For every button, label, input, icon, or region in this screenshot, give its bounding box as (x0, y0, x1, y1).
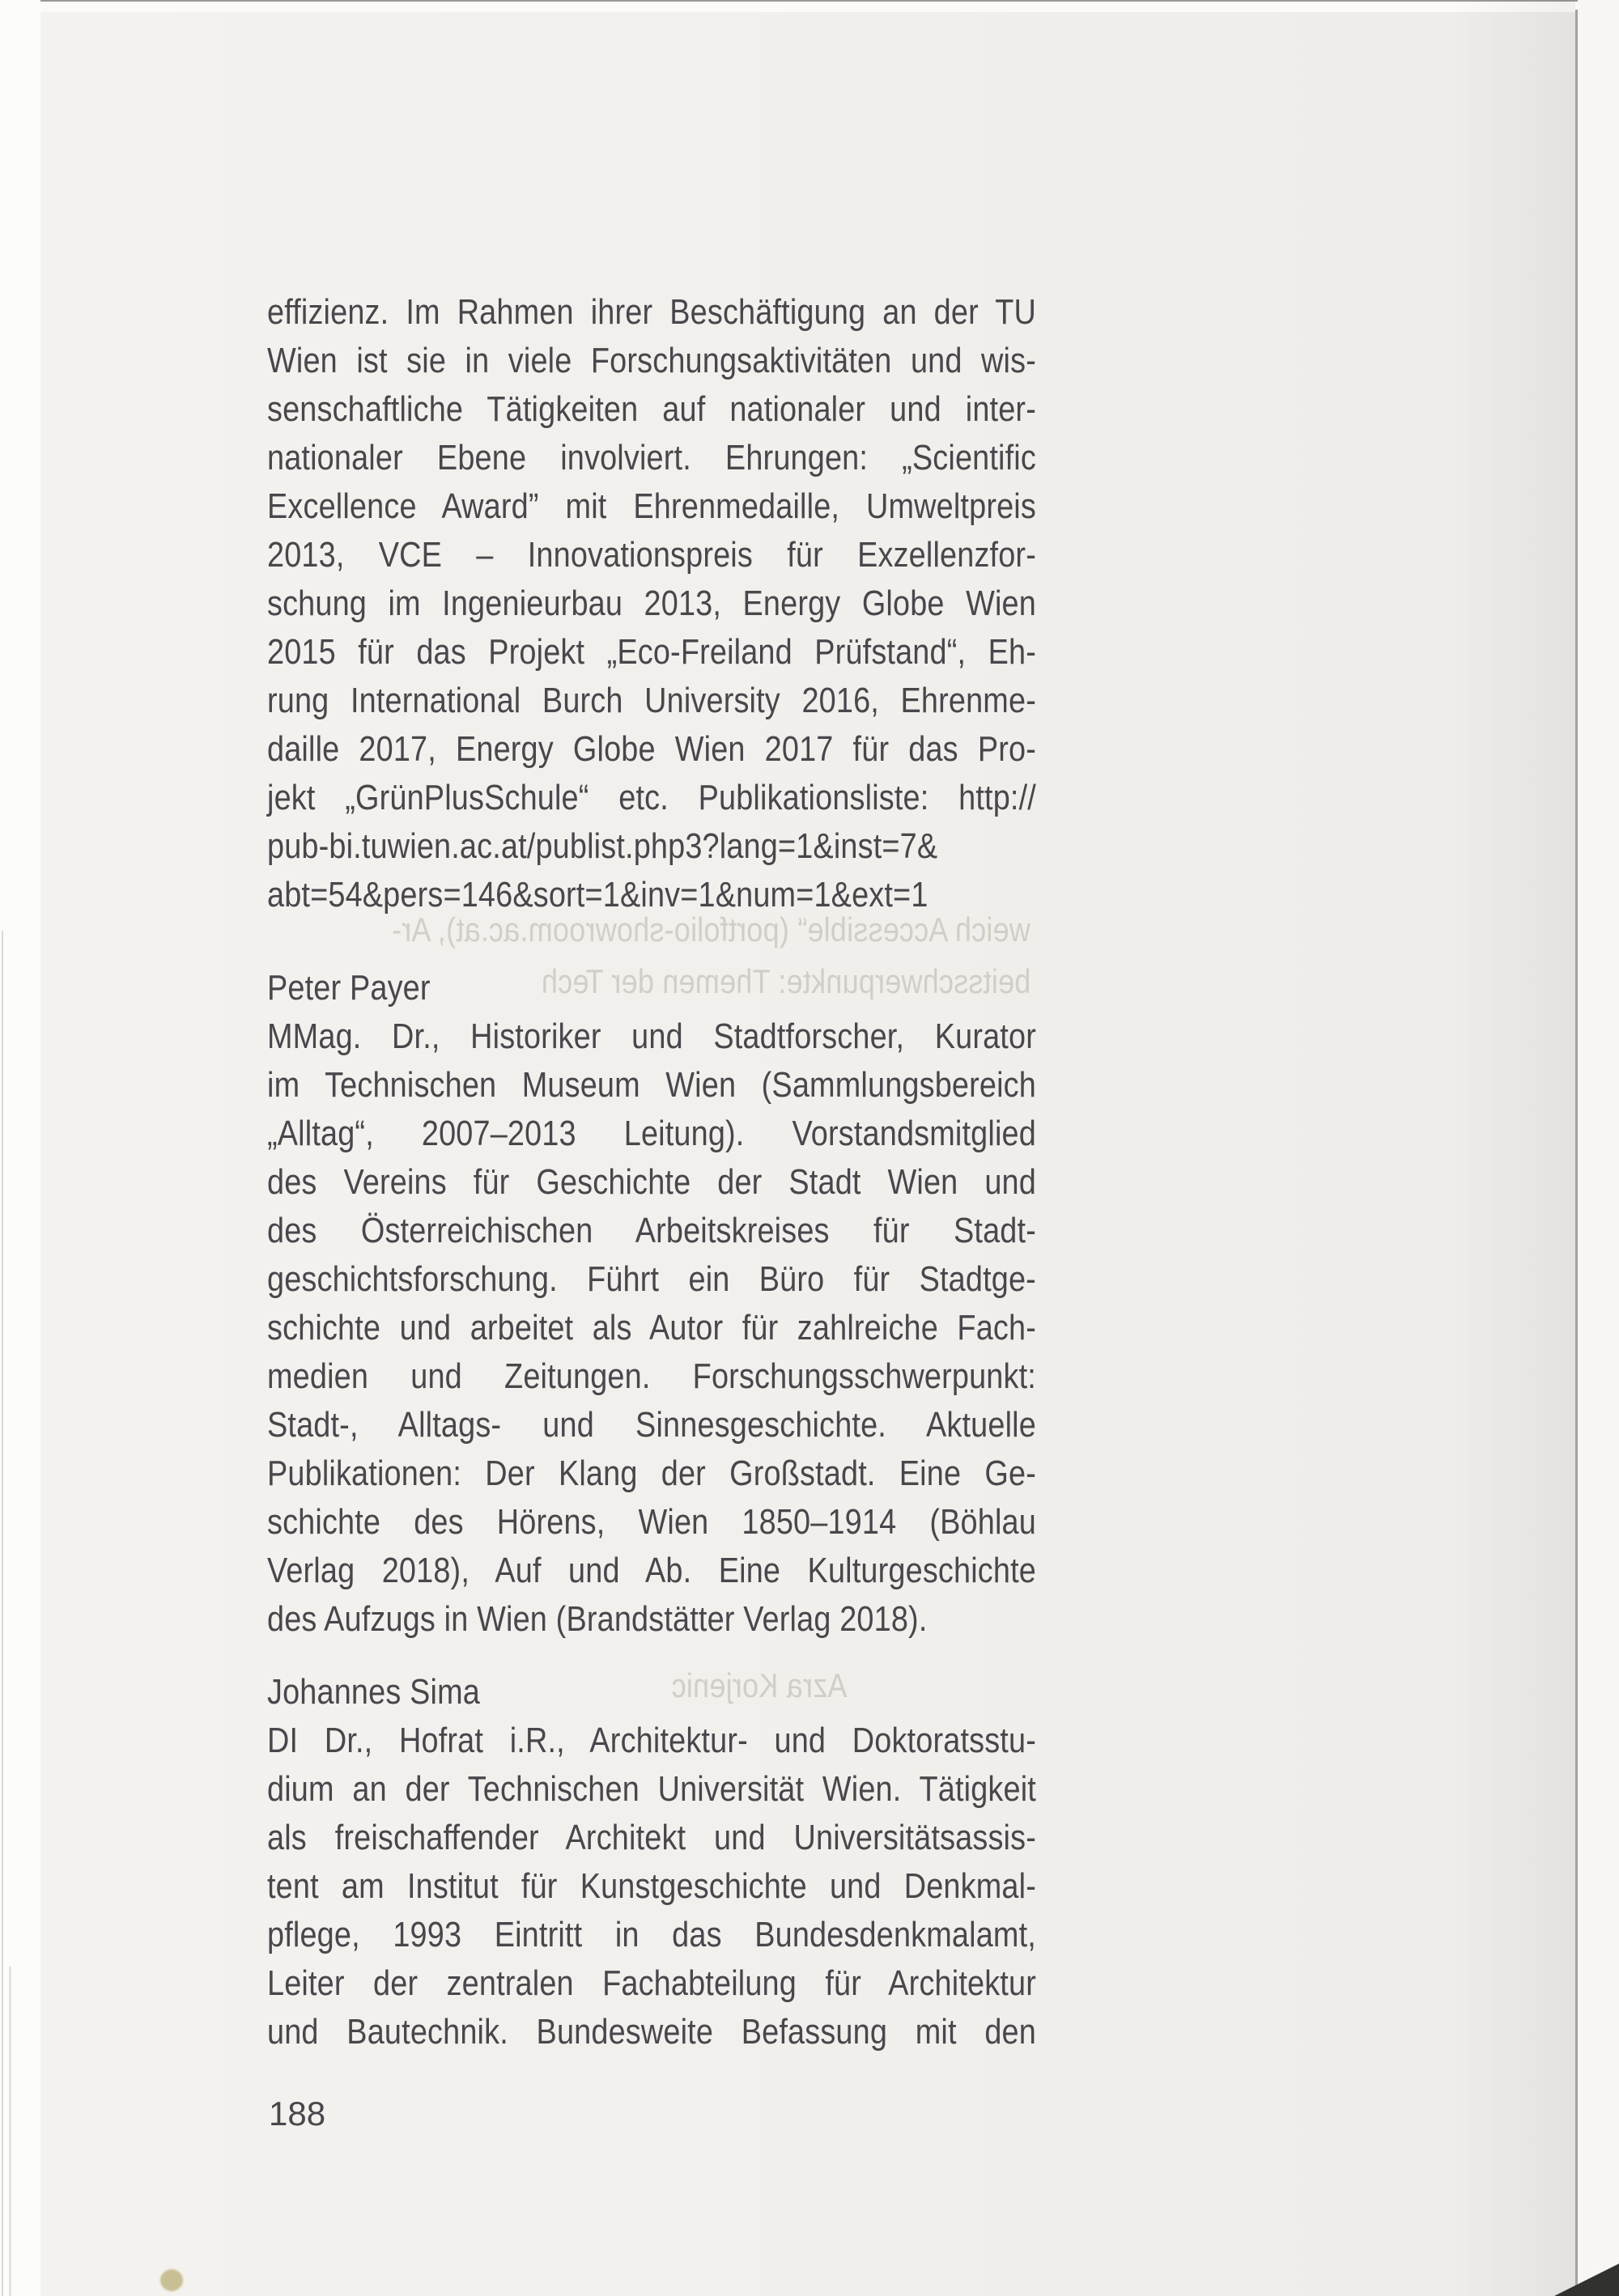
text-line: senschaftliche Tätigkeiten auf nationaler und inter- (267, 389, 1036, 429)
text-line: daille 2017, Energy Globe Wien 2017 für das Pro- (267, 729, 1036, 769)
text-line: Verlag 2018), Auf und Ab. Eine Kulturgeschichte (267, 1551, 1036, 1590)
text-line: pflege, 1993 Eintritt in das Bundesdenkmalamt, (267, 1915, 1036, 1954)
text-line: tent am Institut für Kunstgeschichte und Denkmal- (267, 1866, 1036, 1906)
text-line: im Technischen Museum Wien (Sammlungsbereich (267, 1065, 1036, 1105)
bleedthrough-text: beitsschwerpunkte: Themen der Tech (541, 962, 1031, 1000)
text-line: nationaler Ebene involviert. Ehrungen: „Scientific (267, 438, 1036, 477)
text-line: Wien ist sie in viele Forschungsaktivitäten und wis- (267, 341, 1036, 380)
facing-page-strip (1578, 0, 1619, 2296)
left-crease-line (2, 931, 3, 2296)
text-line: Stadt-, Alltags- und Sinnesgeschichte. Aktuelle (267, 1405, 1036, 1445)
bio-paragraph (267, 1668, 1036, 2056)
text-line: dium an der Technischen Universität Wien. Tätigkeit (267, 1769, 1036, 1809)
text-line: Excellence Award” mit Ehrenmedaille, Umweltpreis (267, 486, 1036, 526)
page-top-margin-strip (0, 2, 1619, 12)
text-line: Leiter der zentralen Fachabteilung für Architektur (267, 1963, 1036, 2003)
page-left-margin-strip (0, 0, 40, 2296)
text-line: des Aufzugs in Wien (Brandstätter Verlag 2018). (267, 1599, 928, 1639)
bio-paragraph (267, 964, 1036, 1644)
gutter-shadow (1449, 0, 1575, 2296)
text-line: 2013, VCE – Innovationspreis für Exzellenzfor- (267, 535, 1036, 575)
text-line: schichte und arbeitet als Autor für zahlreiche Fach- (267, 1308, 1036, 1347)
text-line: des Österreichischen Arbeitskreises für Stadt- (267, 1211, 1036, 1250)
text-line: als freischaffender Architekt und Universitätsassis- (267, 1818, 1036, 1857)
text-line: schichte des Hörens, Wien 1850–1914 (Böhlau (267, 1502, 1036, 1542)
bio-heading: Johannes Sima (267, 1672, 480, 1712)
bleedthrough-text: Azra Korjenic (671, 1666, 848, 1704)
bio-paragraph (267, 288, 1036, 919)
text-line: des Vereins für Geschichte der Stadt Wien und (267, 1162, 1036, 1202)
text-line: jekt „GrünPlusSchule“ etc. Publikationsliste: http:// (267, 778, 1036, 817)
page-number: 188 (269, 2094, 326, 2133)
text-line: rung International Burch University 2016, Ehrenme- (267, 681, 1036, 720)
bleedthrough-text: weich Accessible“ (portfolio-showroom.ac.at), Ar- (392, 910, 1031, 949)
bio-heading: Peter Payer (267, 968, 431, 1008)
text-line: pub-bi.tuwien.ac.at/publist.php3?lang=1&inst=7& (267, 826, 938, 866)
text-line: 2015 für das Projekt „Eco-Freiland Prüfstand“, Eh- (267, 632, 1036, 672)
text-line: abt=54&pers=146&sort=1&inv=1&num=1&ext=1 (267, 875, 928, 915)
text-line: Publikationen: Der Klang der Großstadt. Eine Ge- (267, 1454, 1036, 1493)
text-line: und Bautechnik. Bundesweite Befassung mit den (267, 2012, 1036, 2052)
page-text-column (267, 288, 1036, 2056)
text-line: DI Dr., Hofrat i.R., Architektur- und Doktoratsstu- (267, 1721, 1036, 1760)
text-line: medien und Zeitungen. Forschungsschwerpunkt: (267, 1356, 1036, 1396)
text-line: „Alltag“, 2007–2013 Leitung). Vorstandsmitglied (267, 1114, 1036, 1153)
text-line: MMag. Dr., Historiker und Stadtforscher, Kurator (267, 1016, 1036, 1056)
text-line: schung im Ingenieurbau 2013, Energy Globe Wien (267, 584, 1036, 623)
left-crease-line (9, 1967, 11, 2296)
text-line: geschichtsforschung. Führt ein Büro für Stadtge- (267, 1259, 1036, 1299)
stain-dot (160, 2269, 183, 2291)
text-line: effizienz. Im Rahmen ihrer Beschäftigung an der TU (267, 292, 1036, 332)
